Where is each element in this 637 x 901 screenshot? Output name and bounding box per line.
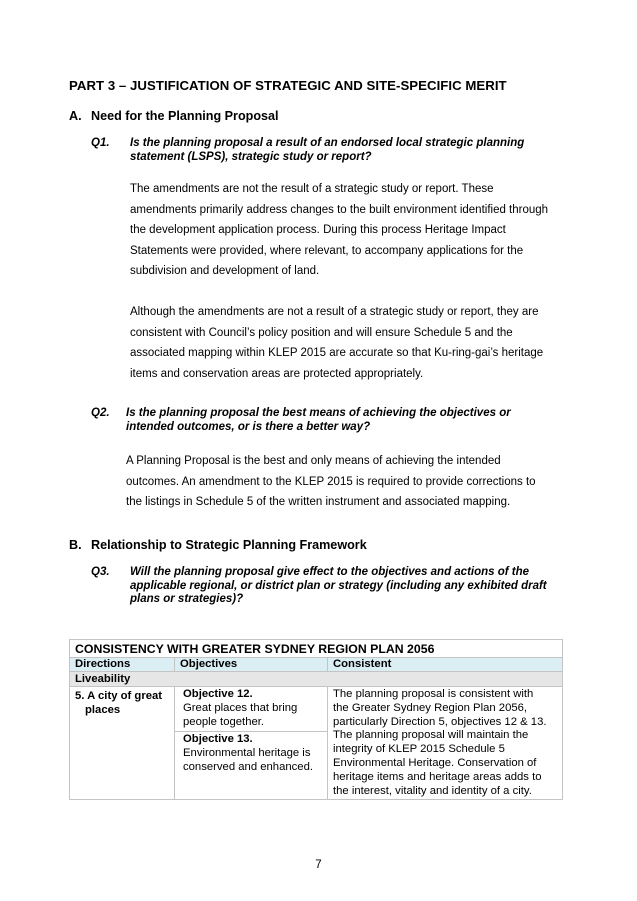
- direction-line: places: [85, 704, 121, 716]
- objective-line: Great places that bring: [183, 701, 298, 714]
- text-line: amendments primarily address changes to the built environment identified through: [130, 203, 549, 216]
- q1-answer-paragraph-1: [130, 179, 590, 282]
- header-directions: Directions: [70, 658, 175, 672]
- category-liveability: Liveability: [70, 672, 563, 687]
- text-line: associated mapping within KLEP 2015 are accurate so that Ku-ring-gai’s heritage: [130, 347, 544, 360]
- text-line: Although the amendments are not a result of a strategic study or report, they are: [130, 306, 539, 318]
- header-consistent: Consistent: [328, 658, 563, 672]
- consistency-table: [69, 639, 563, 800]
- consistent-line: Environmental Heritage. Conservation of: [333, 756, 537, 769]
- page-number: 7: [315, 859, 322, 871]
- section-a-title: Need for the Planning Proposal: [91, 109, 279, 123]
- text-line: the development application process. During this process Heritage Impact: [130, 224, 506, 237]
- question-2-number: Q2.: [91, 407, 110, 419]
- question-2: [91, 407, 571, 435]
- question-1-text: [130, 137, 524, 164]
- consistent-line: The planning proposal will maintain the: [333, 729, 529, 742]
- question-3: [91, 566, 571, 608]
- table-category-row: [70, 672, 563, 687]
- objective-13: [175, 732, 327, 776]
- question-2-line: Is the planning proposal the best means of achieving the objectives or: [126, 407, 511, 419]
- question-3-text: [130, 566, 547, 607]
- objective-12-title: Objective 12.: [183, 688, 253, 700]
- text-line: consistent with Council’s policy position and will ensure Schedule 5 and the: [130, 326, 513, 339]
- consistent-line: The planning proposal is consistent with: [333, 688, 534, 700]
- table-header-row: [70, 658, 563, 672]
- consistent-line: particularly Direction 5, objectives 12 & 13.: [333, 715, 547, 728]
- section-b-title: Relationship to Strategic Planning Framework: [91, 538, 367, 552]
- consistent-cell: [328, 687, 563, 800]
- q2-answer-paragraph: [126, 451, 586, 513]
- objective-line: conserved and enhanced.: [183, 760, 314, 773]
- question-1-number: Q1.: [91, 137, 110, 149]
- section-a-heading: [69, 109, 279, 123]
- objective-line: people together.: [183, 715, 265, 728]
- consistent-line: integrity of KLEP 2015 Schedule 5: [333, 743, 505, 756]
- direction-cell: [70, 687, 175, 800]
- consistent-line: the interest, vitality and identity of a city.: [333, 784, 532, 797]
- question-3-number: Q3.: [91, 566, 110, 578]
- text-line: the listings in Schedule 5 of the written instrument and associated mapping.: [126, 496, 511, 509]
- question-1-line: statement (LSPS), strategic study or report?: [130, 150, 372, 163]
- header-objectives: Objectives: [175, 658, 328, 672]
- text-line: The amendments are not the result of a strategic study or report. These: [130, 183, 494, 195]
- text-line: items and conservation areas are protected appropriately.: [130, 367, 424, 380]
- question-2-line: intended outcomes, or is there a better way?: [126, 420, 371, 433]
- question-1: [91, 137, 571, 165]
- part-title: PART 3 – JUSTIFICATION OF STRATEGIC AND SITE-SPECIFIC MERIT: [69, 78, 507, 93]
- objective-line: Environmental heritage is: [183, 747, 311, 760]
- text-line: outcomes. An amendment to the KLEP 2015 is required to provide corrections to: [126, 475, 536, 488]
- question-3-line: applicable regional, or district plan or strategy (including any exhibited draft: [130, 579, 547, 592]
- question-3-line: Will the planning proposal give effect to the objectives and actions of the: [130, 566, 530, 578]
- section-b-letter: B.: [69, 538, 82, 552]
- consistent-line: heritage items and heritage areas adds to: [333, 770, 542, 783]
- q1-answer-paragraph-2: [130, 302, 590, 384]
- table-row: [70, 687, 563, 800]
- question-1-line: Is the planning proposal a result of an endorsed local strategic planning: [130, 137, 525, 149]
- text-line: Statements were provided, where relevant, to accompany applications for the: [130, 244, 524, 257]
- text-line: A Planning Proposal is the best and only means of achieving the intended: [126, 455, 501, 467]
- table-title: CONSISTENCY WITH GREATER SYDNEY REGION PLAN 2056: [70, 640, 563, 658]
- direction-line: 5. A city of great: [75, 690, 163, 702]
- text-line: subdivision and development of land.: [130, 265, 320, 278]
- section-a-letter: A.: [69, 109, 82, 123]
- question-3-line: plans or strategies)?: [130, 593, 244, 605]
- objective-13-title: Objective 13.: [183, 733, 253, 746]
- objectives-cell: [175, 687, 328, 800]
- objective-12: [175, 687, 327, 732]
- consistent-line: the Greater Sydney Region Plan 2056,: [333, 701, 528, 714]
- question-2-text: [126, 407, 511, 434]
- section-b-heading: [69, 538, 367, 552]
